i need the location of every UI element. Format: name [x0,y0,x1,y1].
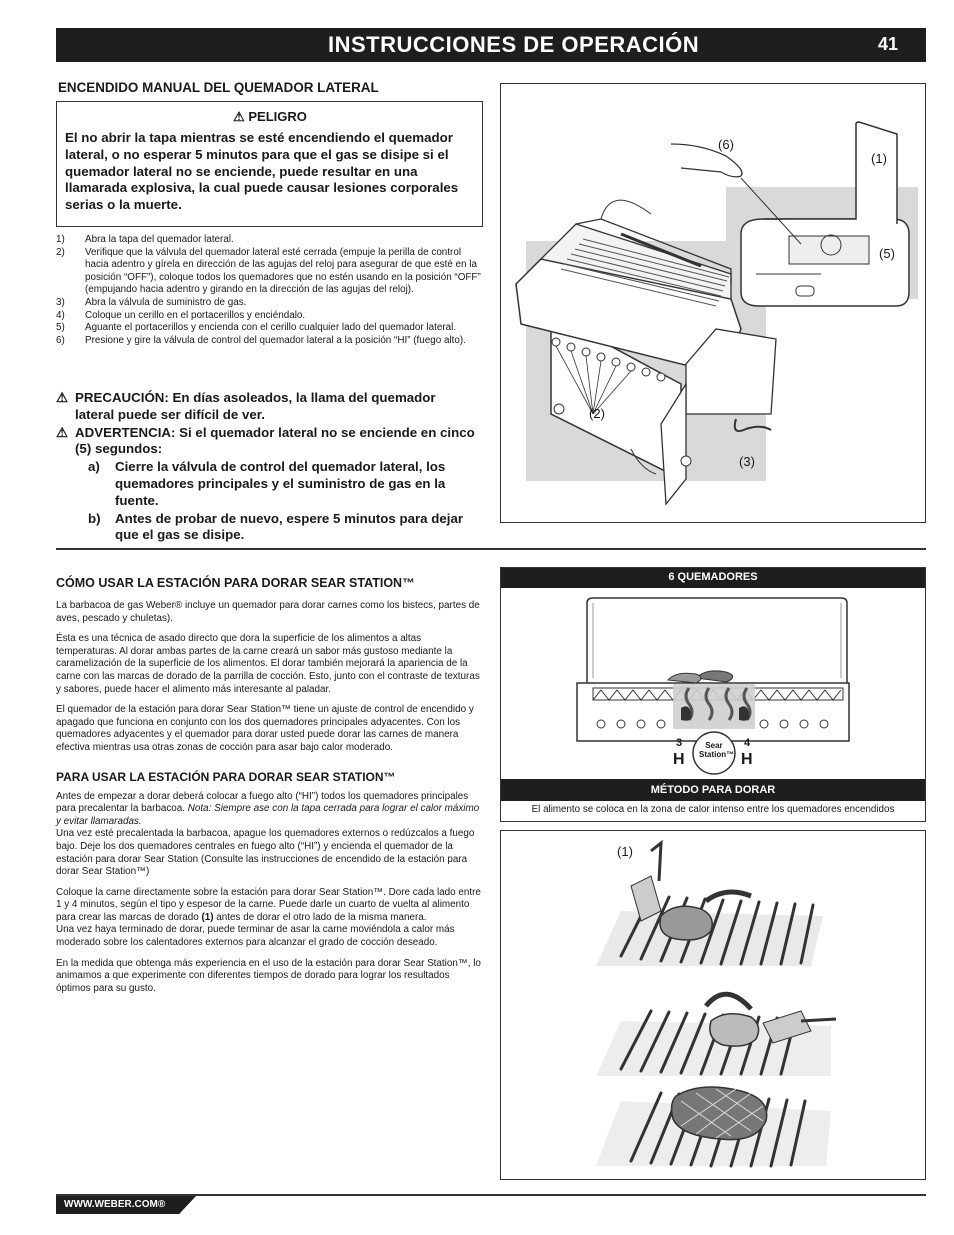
paragraph: Antes de empezar a dorar deberá colocar a fuego alto (“HI”) todos los quemadores principales para precalentar la barbacoa. Nota: Siempre ase con la tapa cerrada para lograr el calor máximo y evitar llamaradas. [56,790,480,827]
warning-icon: ⚠ [233,109,245,124]
paragraph: Coloque la carne directamente sobre la estación para dorar Sear Station™. Dore cada lado entre 1 y 4 minutos, según el tipo y espesor de la carne. Puede darle un cuarto de vuelta al alimento para crear las marcas de dorado (1) antes de dorar el otro lado de la misma manera. [56,886,481,923]
section-heading-sear-station: CÓMO USAR LA ESTACIÓN PARA DORAR SEAR STATION™ [56,576,415,590]
six-burner-diagram [500,567,926,822]
danger-title: ⚠ PELIGRO [233,109,307,124]
callout-1-sear: (1) [617,844,633,859]
list-item: 3) Abra la válvula de suministro de gas. [56,296,247,308]
callout-1: (1) [871,151,887,166]
warning-icon: ⚠ [56,390,68,405]
paragraph: Una vez haya terminado de dorar, puede terminar de asar la carne moviéndola a calor más moderado sobre los calentadores externos para alcanzar el grado de cocción deseado. [56,924,455,949]
paragraph: La barbacoa de gas Weber® incluye un quemador para dorar carnes como los bistecs, partes de aves, pescado y chuletas). [56,600,480,624]
substep-b: b) Antes de probar de nuevo, espere 5 minutos para dejar que el gas se disipe. [88,510,464,543]
burner-level-right: H [741,751,753,768]
list-item: 6) Presione y gire la válvula de control del quemador lateral a la posición “HI” (fuego alto). [56,334,466,346]
callout-6: (6) [718,137,734,152]
section-divider [56,548,926,550]
callout-5: (5) [879,246,895,261]
page-header [56,28,926,62]
sear-station-text [56,576,484,1003]
method-bar: MÉTODO PARA DORAR [501,779,925,801]
danger-box [56,101,483,227]
footer-url[interactable]: WWW.WEBER.COM® [64,1199,166,1210]
list-item: 4) Coloque un cerillo en el portacerillos y enciéndalo. [56,309,306,321]
danger-text: El no abrir la tapa mientras se esté encendiendo el quemador lateral, o no esperar 5 minutos para que el gas se disipe si el quemador lateral no se enciende, puede resultar en una llamarada explosiva, la cual puede causar lesiones corporales serias o la muerte. [65,130,459,213]
diagram-caption: El alimento se coloca en la zona de calor intenso entre los quemadores encendidos [531,804,895,815]
warning-icon: ⚠ [56,424,68,440]
paragraph: El quemador de la estación para dorar Sear Station™ tiene un ajuste de control de encendido y apagado que funciona en conjunto con los dos quemadores principales adyacentes. Con los quemadores adyacentes y el quemador para dorar usted puede dorar las carnes de manera efectiva mientras usa otras zonas de cocción para asar bajo calor moderado. [56,704,474,753]
paragraph: En la medida que obtenga más experiencia en el uso de la estación para dorar Sear Station™, lo animamos a que experimente con diferentes tiempos de dorado para lograr los resultados óptimos para su gusto. [56,957,481,994]
callout-3: (3) [739,454,755,469]
substep-a: a) Cierre la válvula de control del quemador lateral, los quemadores principales y el suministro de gas en la fuente. [88,459,446,508]
searing-illustration [501,831,925,1179]
lighting-steps-list [56,234,484,347]
diagram-top-bar: 6 QUEMADORES [501,568,925,588]
page-number: 41 [877,34,898,54]
burner-level-left: H [673,751,685,768]
paragraph: Una vez esté precalentada la barbacoa, apague los quemadores externos o redúzcalos a fuego bajo. Deje los dos quemadores centrales en fuego alto (“HI”) y encienda el quemador de la estación para dorar Sear Station (Consulte las instrucciones de encendido de la estación para dorar Sear Station™) [56,828,475,878]
burner-number-right: 4 [744,737,751,749]
page-title: INSTRUCCIONES DE OPERACIÓN [328,32,700,57]
warning-note: ⚠ ADVERTENCIA: Si el quemador lateral no se enciende en cinco (5) segundos: [56,424,475,457]
list-item: 5) Aguante el portacerillos y encienda con el cerillo cualquier lado del quemador lateral. [56,322,457,334]
subheading-use-sear-station: PARA USAR LA ESTACIÓN PARA DORAR SEAR STATION™ [56,769,396,784]
sear-station-label: Sear Station™ [699,741,735,759]
caution-block [56,390,476,544]
list-item: 1) Abra la tapa del quemador lateral. [56,234,234,245]
callout-2: (2) [589,406,605,421]
grill-illustration [501,84,925,522]
paragraph: Ésta es una técnica de asado directo que dora la superficie de los alimentos a altas temperaturas. Al dorar ambas partes de la carne creará un sabor más gustoso mediante la caramelización de la superficie de los alimentos. El dorar también mejorará la apariencia de la carne con las marcas de dorado de la parrilla de cocción. Esto, junto con el contraste de texturas y sabores, puede hacer el alimento más interesante al paladar. [56,633,480,695]
sear-steps-figure [500,830,926,1180]
section-heading-side-burner: ENCENDIDO MANUAL DEL QUEMADOR LATERAL [58,80,379,95]
footer-rule [56,1194,926,1196]
burner-number-left: 3 [676,737,683,749]
grill-side-burner-figure [500,83,926,523]
list-item: 2) Verifique que la válvula del quemador lateral esté cerrada (empuje la perilla de control hacia adentro y gírela en dirección de las agujas del reloj para asegurar de que esté en la posición “OFF”), coloque todos los quemadores que no estén usando en la posición “OFF” (empujando hacia adentro y girando en la dirección de las agujas del reloj). [56,246,481,296]
caution-note: ⚠ PRECAUCIÓN: En días asoleados, la llama del quemador lateral puede ser difícil de ver. [56,390,436,422]
